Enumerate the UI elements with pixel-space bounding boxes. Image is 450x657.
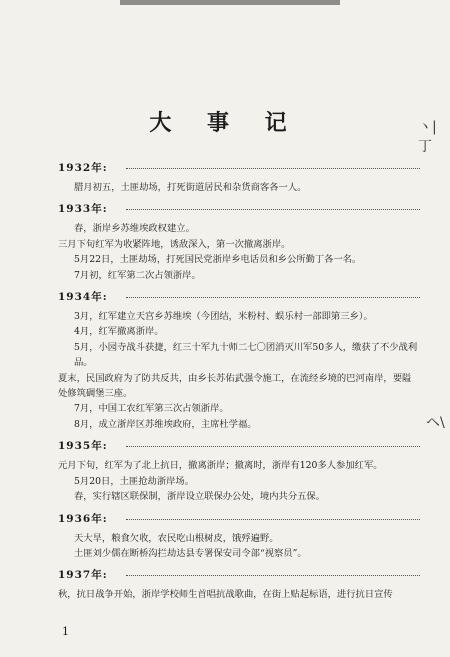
event-entry: 元月下旬，红军为了北上抗日，撤离浙岸；撤离时，浙岸有120多人参加红军。 xyxy=(58,460,383,472)
dotted-rule xyxy=(126,519,420,520)
year-label: 1937年: xyxy=(58,569,108,582)
event-entry: 三月下旬红军为收紧阵地，诱敌深入，第一次撤离浙岸。 xyxy=(58,238,291,250)
year-heading xyxy=(58,160,420,175)
year-heading xyxy=(58,438,420,453)
event-entry: 5月20日，土匪抢劫浙岸场。 xyxy=(74,475,195,487)
year-group-1936 xyxy=(58,511,420,562)
event-entry: 土匪刘少儒在断桥沟拦劫达县专署保安司令部“视察员”。 xyxy=(74,547,307,559)
year-label: 1932年: xyxy=(58,162,108,174)
event-entry: 7月初，红军第二次占领浙岸。 xyxy=(74,269,201,281)
scan-top-edge xyxy=(120,0,340,5)
event-entry: 5月，小园寺战斗获捷，红三十军九十师二七〇团消灭川军50多人，缴获了不少战利品。 xyxy=(74,341,418,369)
year-heading xyxy=(58,567,420,582)
event-entry: 春，浙岸乡苏维埃政权建立。 xyxy=(74,223,195,235)
dotted-rule xyxy=(126,575,420,576)
event-entry: 春，实行辖区联保制，浙岸设立联保办公处，境内共分五保。 xyxy=(74,491,326,503)
event-entry: 秋，抗日战争开始，浙岸学校师生首唱抗战歌曲，在街上贴起标语，进行抗日宣传 xyxy=(58,589,393,601)
event-entry: 7月，中国工农红军第三次占领浙岸。 xyxy=(74,403,229,415)
margin-handwriting-mark: ヽ|丁 xyxy=(418,119,437,155)
year-group-1932 xyxy=(58,160,420,195)
page-title: 大 事 记 xyxy=(149,110,301,136)
year-group-1935 xyxy=(58,438,420,504)
year-group-1933 xyxy=(58,201,420,283)
event-entry: 5月22日，土匪劫场，打死国民党浙岸乡电话员和乡公所勤丁各一名。 xyxy=(74,254,362,266)
chronology-list xyxy=(58,154,420,607)
year-heading xyxy=(58,511,420,526)
dotted-rule xyxy=(126,297,420,298)
margin-handwriting-mark: ヘ\ xyxy=(426,415,445,431)
year-label: 1933年: xyxy=(58,203,108,216)
dotted-rule xyxy=(126,209,420,210)
event-entry: 3月，红军建立天宫乡苏维埃（今团结，米粉村、蜈乐村一部即第三乡）。 xyxy=(74,311,373,323)
dotted-rule xyxy=(126,168,420,169)
year-heading xyxy=(58,289,420,304)
dotted-rule xyxy=(126,446,420,447)
event-entry: 夏末，民国政府为了防共反共，由乡长苏佑武强令施工，在流经乡境的巴河南岸，要隘处修筑碉堡三座。 xyxy=(58,372,412,400)
year-heading xyxy=(58,201,420,216)
year-label: 1936年: xyxy=(58,512,108,525)
year-label: 1934年: xyxy=(58,291,108,304)
event-entry: 天大旱，粮食欠收，农民吃山根树皮，饿殍遍野。 xyxy=(74,532,279,544)
event-entry: 腊月初五，土匪劫场，打死街道居民和杂货商客各一人。 xyxy=(74,182,307,193)
event-entry: 4月，红军撤离浙岸。 xyxy=(74,326,164,338)
page-number: 1 xyxy=(62,625,69,638)
year-label: 1935年: xyxy=(58,440,108,453)
year-group-1934 xyxy=(58,289,420,432)
event-entry: 8月，成立浙岸区苏维埃政府，主席杜学福。 xyxy=(74,418,257,430)
year-group-1937 xyxy=(58,567,420,602)
